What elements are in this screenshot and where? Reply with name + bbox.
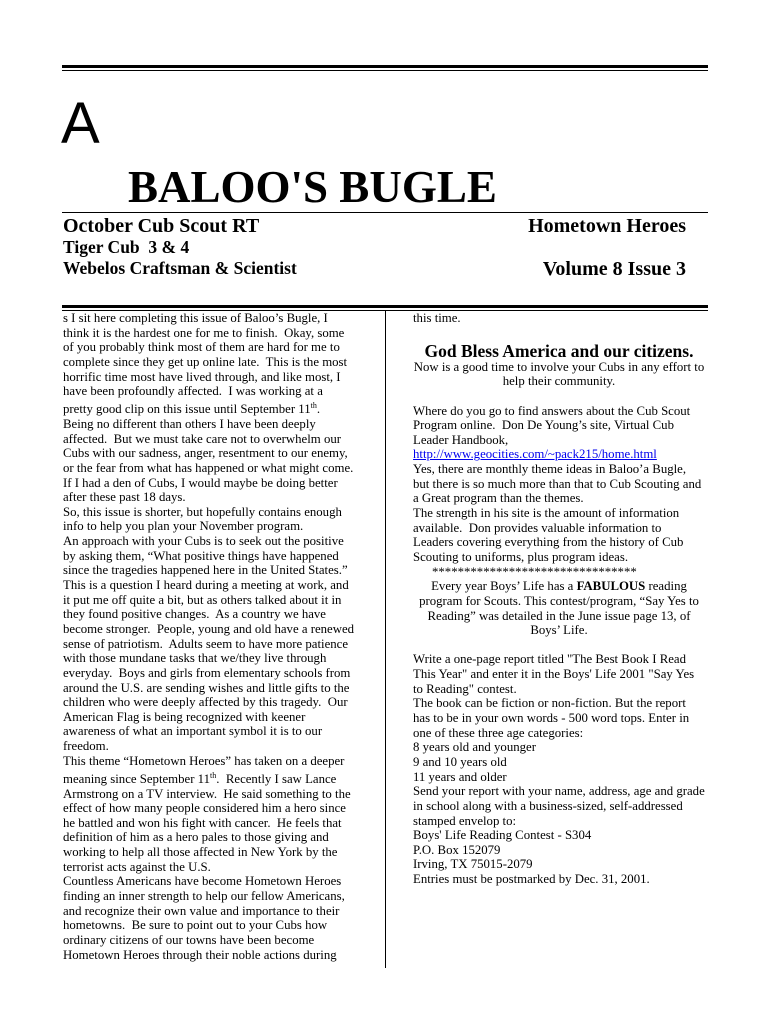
text-run: Every year Boys’ Life has a [431, 579, 577, 594]
webelos-label: Webelos Craftsman & Scientist [63, 258, 297, 278]
website-link[interactable]: http://www.geocities.com/~pack215/home.html [413, 447, 657, 462]
article-line: definition of him as a hero pales to those giving and [63, 830, 329, 845]
article-line: around the U.S. are sending wishes and little gifts to the [63, 680, 350, 695]
boys-life-line: Reading” was detailed in the June issue page 13, of [427, 608, 691, 623]
article-line: Hometown Heroes through their noble actions during [63, 947, 337, 962]
article-line: Countless Americans have become Hometown Heroes [63, 874, 342, 889]
contest-line: Entries must be postmarked by Dec. 31, 2001. [413, 872, 650, 887]
article-line: have been profoundly affected. I was working at a [63, 384, 323, 399]
contest-line: in school along with a business-sized, self-addressed [413, 798, 683, 813]
newsletter-title: BALOO'S BUGLE [128, 162, 497, 212]
article-line [63, 399, 373, 417]
article-line: complete since they get up online late. This is the most [63, 354, 348, 369]
resource-line: Program online. Don De Young’s site, Virtual Cub [413, 418, 674, 433]
intro-line: Now is a good time to involve your Cubs in any effort to [413, 359, 705, 374]
drop-cap-letter: A [61, 91, 100, 156]
resources-text [413, 404, 705, 565]
boys-life-line: Boys’ Life. [530, 623, 588, 638]
article-line: and recognize their own value and importance to their [63, 903, 340, 918]
article-line: or the fear from what has happened or what might come. [63, 460, 354, 475]
boys-life-line [413, 579, 705, 594]
article-line [63, 768, 373, 786]
contest-line: to Reading" contest. [413, 681, 517, 696]
article-line: Cubs with our sadness, anger, resentment to our enemy, [63, 446, 348, 461]
article-line: This is a question I heard during a meeting at work, and [63, 578, 349, 593]
article-line: Armstrong on a TV interview. He said something to the [63, 786, 351, 801]
article-line: he battled and won his fight with cancer. He feels that [63, 815, 342, 830]
text-run: reading [645, 579, 687, 594]
volume-issue-label: Volume 8 Issue 3 [542, 258, 686, 280]
article-line: affected. But we must take care not to overwhelm our [63, 431, 342, 446]
article-line: So, this issue is shorter, but hopefully contains enough [63, 504, 342, 519]
article-line: think it is the hardest one for me to finish. Okay, some [63, 325, 345, 340]
article-line: ordinary citizens of our towns have been become [63, 932, 315, 947]
contest-line: one of these three age categories: [413, 725, 584, 740]
article-line: This theme “Hometown Heroes” has taken on a deeper [63, 753, 345, 768]
left-column [63, 311, 373, 962]
contest-line: has to be in your own words - 500 word tops. Enter in [413, 711, 690, 726]
contest-line: Irving, TX 75015-2079 [413, 857, 533, 872]
article-line: everyday. Boys and girls from elementary schools from [63, 665, 351, 680]
article-line: of you probably think most of them are hard for me to [63, 340, 340, 355]
top-rule-thick [62, 65, 708, 68]
resource-line: Yes, there are monthly theme ideas in Baloo’a Bugle, [413, 462, 687, 477]
contest-line: Boys' Life Reading Contest - S304 [413, 828, 592, 843]
section-heading: God Bless America and our citizens. [424, 340, 694, 361]
contest-line: This Year" and enter it in the Boys' Life 2001 "Say Yes [413, 667, 695, 682]
continuation-text [413, 311, 705, 326]
theme-label: Hometown Heroes [528, 215, 686, 237]
article-line: hometowns. Be sure to point out to your Cubs how [63, 918, 328, 933]
article-line: awareness of what an important symbol it is to our [63, 724, 323, 739]
superscript: th [310, 401, 317, 411]
article-line: American Flag is being recognized with keener [63, 709, 306, 724]
resource-line: Leaders covering everything from the history of Cub [413, 535, 684, 550]
article-line: Being no different than others I have been deeply [63, 416, 316, 431]
boys-life-text [413, 579, 705, 638]
contest-line: 8 years old and younger [413, 740, 536, 755]
resource-line: Scouting to uniforms, plus program ideas. [413, 549, 629, 564]
article-line: info to help you plan your November program. [63, 519, 304, 534]
article-line: children who were deeply affected by this tragedy. Our [63, 695, 348, 710]
bold-text: FABULOUS [576, 579, 646, 594]
contest-line: Write a one-page report titled "The Best Book I Read [413, 652, 686, 667]
article-line: they found positive changes. As a country we have [63, 607, 326, 622]
article-line: since the tragedies happened here in the United States.” [63, 563, 348, 578]
resource-line [413, 447, 705, 462]
resource-line: The strength in his site is the amount of information [413, 506, 680, 521]
article-line: horrific time most have lived through, and like most, I [63, 369, 341, 384]
article-line: If I had a den of Cubs, I would maybe be doing better [63, 475, 338, 490]
article-line: terrorist acts against the U.S. [63, 859, 211, 874]
contest-line: Send your report with your name, address, age and grade [413, 784, 705, 799]
text-run: pretty good clip on this issue until September 11 [63, 402, 311, 417]
article-line: become stronger. People, young and old have a renewed [63, 621, 355, 636]
article-line: by asking them, “What positive things have happened [63, 548, 339, 563]
article-line: after these past 18 days. [63, 490, 186, 505]
column-divider [385, 311, 386, 968]
article-line: it put me off quite a bit, but as others talked about it in [63, 592, 342, 607]
article-line: sense of patriotism. Adults seem to have more patience [63, 636, 349, 651]
article-line: An approach with your Cubs is to seek out the positive [63, 534, 344, 549]
resource-line: available. Don provides valuable information to [413, 520, 662, 535]
title-rule [62, 212, 708, 213]
contest-line: 11 years and older [413, 769, 507, 784]
contest-line: The book can be fiction or non-fiction. But the report [413, 696, 686, 711]
resource-line: Where do you go to find answers about the Cub Scout [413, 403, 691, 418]
article-line: freedom. [63, 739, 109, 754]
article-line: finding an inner strength to help our fellow Americans, [63, 888, 345, 903]
text-run: meaning since September 11 [63, 771, 211, 786]
top-rule-thin [62, 70, 708, 71]
text-run: . Recently I saw Lance [216, 771, 337, 786]
tiger-cub-label: Tiger Cub 3 & 4 [63, 237, 190, 257]
masthead-rule-thick [62, 305, 708, 308]
resource-line: Leader Handbook, [413, 432, 509, 447]
month-roundtable-label: October Cub Scout RT [63, 215, 260, 237]
article-line: with those mundane tasks that we/they live through [63, 651, 327, 666]
separator-stars: ******************************** [432, 564, 637, 579]
article-line: this time. [413, 311, 461, 325]
resource-line: a Great program than the themes. [413, 491, 584, 506]
contest-text [413, 652, 705, 886]
contest-line: P.O. Box 152079 [413, 842, 501, 857]
right-column [413, 311, 705, 887]
resource-line: but there is so much more than that to Cub Scouting and [413, 476, 702, 491]
intro-line: help their community. [502, 374, 616, 389]
article-line: effect of how many people considered him a hero since [63, 801, 346, 816]
boys-life-line: program for Scouts. This contest/program, “Say Yes to [419, 593, 699, 608]
contest-line: stamped envelop to: [413, 813, 517, 828]
intro-text [413, 360, 705, 389]
text-run: . [316, 402, 321, 417]
article-line: working to help all those affected in New York by the [63, 845, 338, 860]
article-line: s I sit here completing this issue of Baloo’s Bugle, I [63, 311, 328, 325]
superscript: th [210, 770, 217, 780]
contest-line: 9 and 10 years old [413, 754, 507, 769]
